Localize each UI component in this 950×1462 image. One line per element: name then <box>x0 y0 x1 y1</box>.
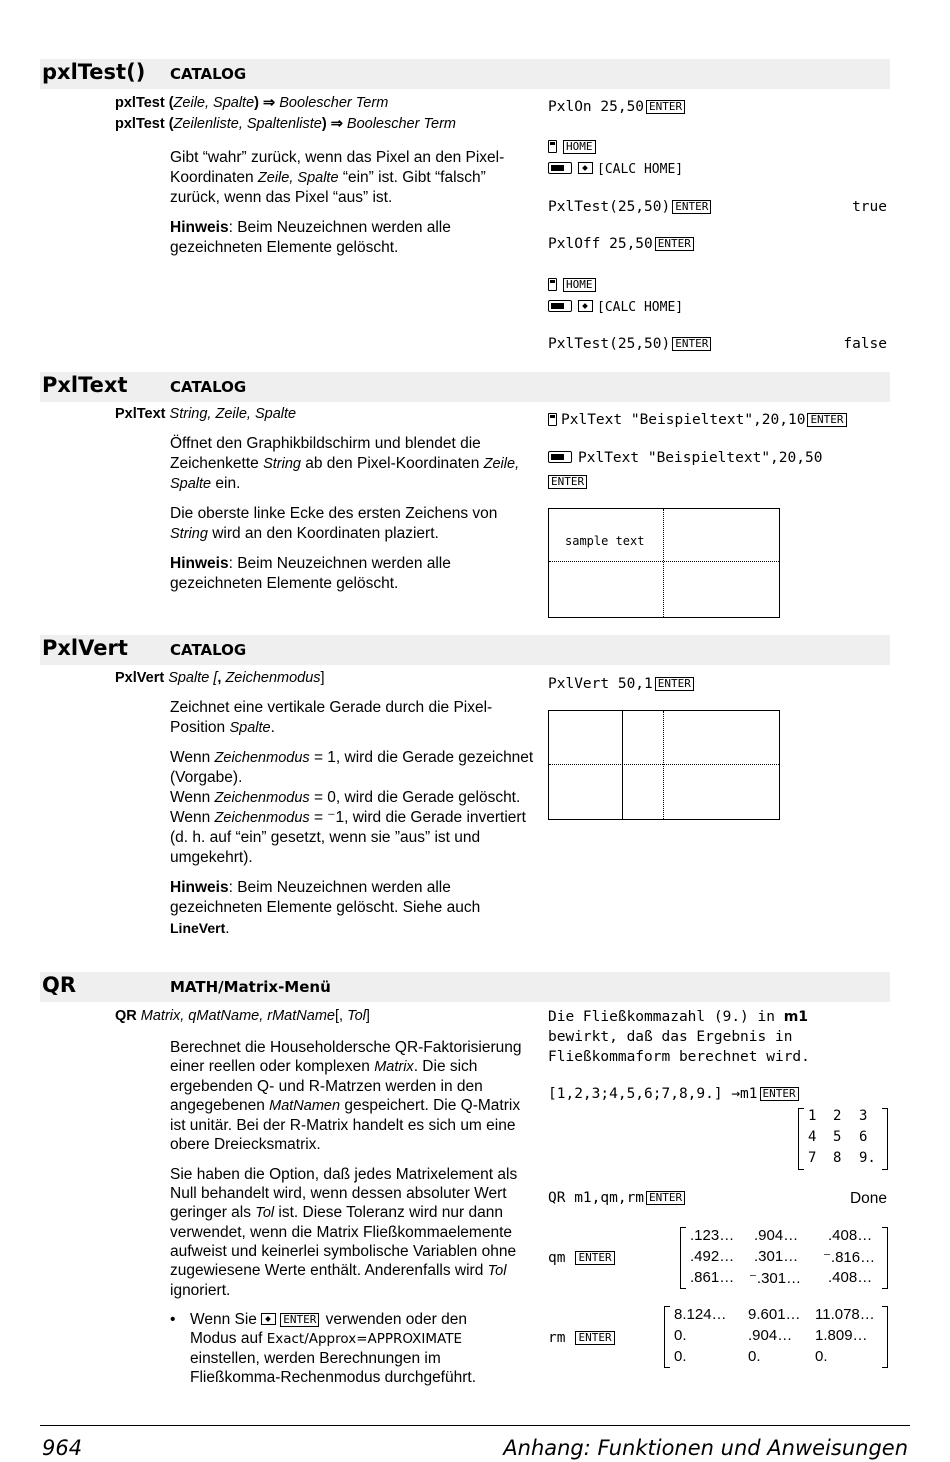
example-note: Fließkommaform berechnet wird. <box>548 1049 810 1065</box>
graph-screen <box>548 710 780 820</box>
syntax-line: pxlTest (Zeile, Spalte) ⇒ Boolescher Term <box>115 95 389 111</box>
voyage-icon <box>548 451 572 463</box>
matrix-cell: 5 <box>833 1129 842 1145</box>
x-axis <box>549 764 779 765</box>
matrix-qm <box>680 1227 888 1289</box>
note-label: Hinweis <box>170 219 229 236</box>
description: Berechnet die Householdersche QR-Faktorisierung einer reellen oder komplexen Matrix. Die sich ergebenden Q- und R-Matrzen werden in den angegebenen MatNamen gespeichert. Die Q-Matrix ist unitär. Bei der R-Matrix handelt es sich um eine obere Dreiecksmatrix. Sie haben die Option, daß jedes Matrixelement als Null behandelt wird, wenn dessen absoluter Wert geringer als Tol ist. Diese Toleranz wird nur dann verwendet, wenn die Matrix Fließkommaelemente aufweist und keinerlei symbolische Variablen ohne zugewiesene Werte enthält. Anderenfalls wird Tol ignoriert. <box>170 1039 522 1299</box>
matrix-m1 <box>798 1108 888 1170</box>
matrix-cell: .408… <box>828 1227 873 1244</box>
home-key: HOME <box>563 140 596 154</box>
bracket-left <box>664 1306 670 1368</box>
matrix-cell: 0. <box>815 1348 828 1365</box>
example-line: PxlTest(25,50) ENTER <box>548 336 713 352</box>
section-header-band <box>40 972 890 1002</box>
example-line: PxlOff 25,50 ENTER <box>548 236 696 252</box>
example-line: QR m1,qm,rm ENTER <box>548 1190 687 1206</box>
example-line: PxlTest(25,50) ENTER <box>548 199 713 215</box>
enter-key: ENTER <box>280 1313 319 1327</box>
example-line <box>548 139 598 155</box>
x-axis <box>549 561 779 562</box>
section-title: PxlVert <box>42 636 128 660</box>
matrix-cell: .861… <box>690 1269 735 1286</box>
voyage-icon <box>548 300 572 312</box>
enter-key: ENTER <box>760 1087 799 1101</box>
enter-key: ENTER <box>548 475 587 489</box>
matrix-cell: 7 <box>808 1150 817 1166</box>
vertical-line <box>622 711 623 819</box>
enter-key: ENTER <box>672 337 711 351</box>
syntax-line: pxlTest (Zeilenliste, Spaltenliste) ⇒ Boolescher Term <box>115 116 456 132</box>
note-label: Hinweis <box>170 879 229 896</box>
diamond-key-icon <box>578 300 593 312</box>
example-note: Die Fließkommazahl (9.) in m1 <box>548 1009 809 1025</box>
section-category: CATALOG <box>170 65 247 83</box>
example-line: rm ENTER <box>548 1330 617 1346</box>
matrix-cell: ⁻.816… <box>823 1249 876 1266</box>
graph-screen <box>548 508 780 618</box>
matrix-cell: 11.078… <box>815 1306 875 1323</box>
syntax-line: QR Matrix, qMatName, rMatName[, Tol] <box>115 1008 370 1024</box>
matrix-cell: .408… <box>828 1269 873 1286</box>
section-title: QR <box>42 973 77 997</box>
matrix-cell: .492… <box>690 1248 735 1265</box>
page-number: 964 <box>42 1436 83 1460</box>
enter-key: ENTER <box>575 1251 614 1265</box>
example-line: PxlVert 50,1 ENTER <box>548 676 696 692</box>
bracket-left <box>680 1227 686 1289</box>
matrix-cell: 0. <box>674 1327 687 1344</box>
matrix-cell: 0. <box>748 1348 761 1365</box>
enter-key: ENTER <box>646 100 685 114</box>
example-line <box>548 277 598 293</box>
matrix-cell: .123… <box>690 1227 735 1244</box>
matrix-cell: 8 <box>833 1150 842 1166</box>
example-result: false <box>843 336 887 352</box>
footer-rule <box>40 1425 910 1426</box>
matrix-cell: 3 <box>859 1108 868 1124</box>
syntax-line: PxlVert Spalte [, Zeichenmodus] <box>115 670 325 686</box>
matrix-rm <box>664 1306 888 1368</box>
section-category: CATALOG <box>170 378 247 396</box>
enter-key: ENTER <box>672 200 711 214</box>
chapter-title: Anhang: Funktionen und Anweisungen <box>503 1436 908 1460</box>
enter-key: ENTER <box>807 413 846 427</box>
example-result: true <box>852 199 887 215</box>
matrix-cell: 8.124… <box>674 1306 727 1323</box>
section-category: MATH/Matrix-Menü <box>170 978 331 996</box>
diamond-key-icon <box>578 162 593 174</box>
bullet-item: • Wenn Sie ENTER verwenden oder den Modus auf Exact/Approx=APPROXIMATE einstellen, werden Berechnungen im Fließkomma-Rechenmodus durchgeführt. <box>170 1311 477 1386</box>
enter-key: ENTER <box>655 677 694 691</box>
voyage-icon <box>548 162 572 174</box>
matrix-cell: 9.601… <box>748 1306 801 1323</box>
example-note: bewirkt, daß das Ergebnis in <box>548 1029 793 1045</box>
variable-name: m1 <box>783 1009 809 1025</box>
matrix-cell: .904… <box>754 1227 799 1244</box>
description: Öffnet den Graphikbildschirm und blendet die Zeichenkette String ab den Pixel-Koordinaten Zeile, Spalte ein. Die oberste linke Ecke des ersten Zeichens von String wird an den Koordinaten plaziert. Hinweis: Beim Neuzeichnen werden alle gezeichneten Elemente gelöscht. <box>170 435 520 592</box>
matrix-cell: 2 <box>833 1108 842 1124</box>
home-key: HOME <box>563 278 596 292</box>
diamond-key-icon <box>261 1313 276 1325</box>
matrix-cell: 1 <box>808 1108 817 1124</box>
matrix-cell: 9. <box>859 1150 876 1166</box>
enter-key: ENTER <box>575 1331 614 1345</box>
example-result: Done <box>849 1190 887 1207</box>
calculator-icon <box>548 278 557 291</box>
enter-key: ENTER <box>646 1191 685 1205</box>
example-line <box>546 474 589 490</box>
matrix-cell: 1.809… <box>815 1327 868 1344</box>
cross-reference: LineVert <box>170 920 226 936</box>
matrix-cell: 0. <box>674 1348 687 1365</box>
description: Zeichnet eine vertikale Gerade durch die Pixel-Position Spalte. Wenn Zeichenmodus = 1, wird die Gerade gezeichnet (Vorgabe). Wenn Zeichenmodus = 0, wird die Gerade gelöscht. Wenn Zeichenmodus = ⁻1, wird die Gerade invertiert (d. h. auf “ein” gesetzt, wenn sie ”aus” ist und umgekehrt). Hinweis: Beim Neuzeichnen werden alle gezeichneten Elemente gelöscht. Siehe auch LineVert. <box>170 699 534 937</box>
section-title: PxlText <box>42 373 128 397</box>
example-line: [CALC HOME] <box>548 300 683 315</box>
example-line: qm ENTER <box>548 1250 617 1266</box>
calculator-icon <box>548 140 557 153</box>
y-axis <box>663 711 664 819</box>
bracket-right <box>882 1306 888 1368</box>
example-line: [CALC HOME] <box>548 162 683 177</box>
screen-text: sample text <box>565 534 645 548</box>
description: Gibt “wahr” zurück, wenn das Pixel an den Pixel-Koordinaten Zeile, Spalte “ein” ist. Gibt “falsch” zurück, wenn das Pixel “aus” ist. Hinweis: Beim Neuzeichnen werden alle gezeichneten Elemente gelöscht. <box>170 149 505 256</box>
section-title: pxlTest() <box>42 60 146 84</box>
bracket-right <box>882 1227 888 1289</box>
matrix-cell: .904… <box>748 1327 793 1344</box>
matrix-cell: .301… <box>754 1248 799 1265</box>
section-header-band <box>40 59 890 89</box>
example-line: PxlText "Beispieltext",20,50 <box>548 450 822 466</box>
section-header-band <box>40 372 890 402</box>
example-line: PxlText "Beispieltext",20,10 ENTER <box>548 412 849 428</box>
enter-key: ENTER <box>655 237 694 251</box>
y-axis <box>663 509 664 617</box>
mode-name: Exact/Approx=APPROXIMATE <box>266 1331 463 1347</box>
syntax-line: PxlText String, Zeile, Spalte <box>115 406 297 422</box>
note-label: Hinweis <box>170 555 229 572</box>
calculator-icon <box>548 413 557 426</box>
section-header-band <box>40 635 890 665</box>
matrix-cell: 4 <box>808 1129 817 1145</box>
bracket-right <box>882 1108 888 1170</box>
bullet-dot: • <box>170 1311 176 1328</box>
example-line: PxlOn 25,50 ENTER <box>548 99 687 115</box>
bracket-left <box>798 1108 804 1170</box>
matrix-cell: 6 <box>859 1129 868 1145</box>
matrix-cell: ⁻.301… <box>749 1270 802 1287</box>
example-line: [1,2,3;4,5,6;7,8,9.] →m1 ENTER <box>548 1086 801 1102</box>
section-category: CATALOG <box>170 641 247 659</box>
